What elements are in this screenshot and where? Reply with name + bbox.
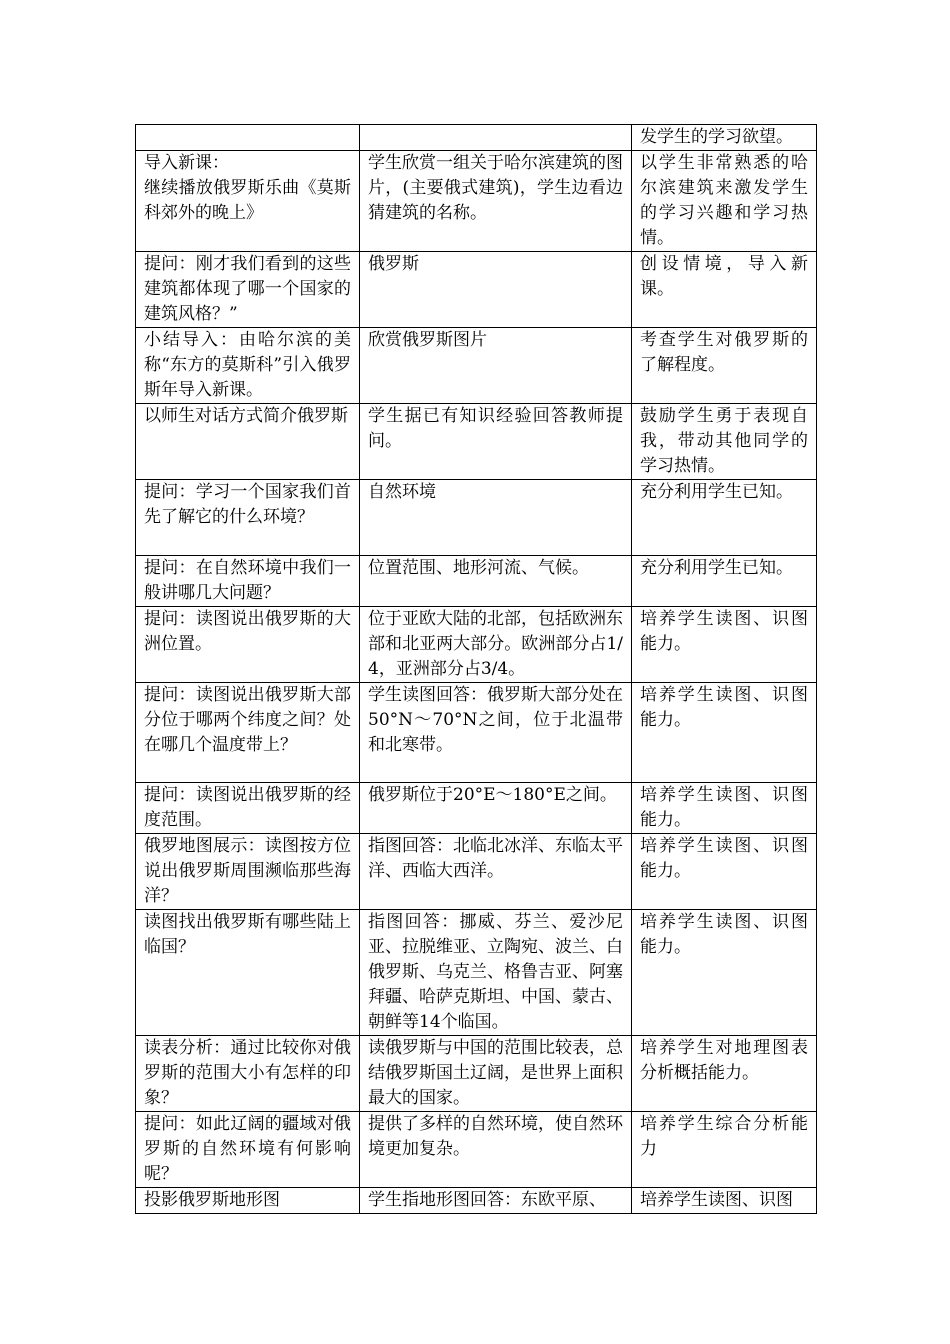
table-row [136, 404, 817, 480]
student-activity-cell: 学生据已有知识经验回答教师提问。 [360, 404, 632, 480]
student-activity-cell: 俄罗斯位于20°E～180°E之间。 [360, 783, 632, 834]
teacher-activity-cell: 读表分析：通过比较你对俄罗斯的范围大小有怎样的印象？ [136, 1036, 360, 1112]
design-intent-cell: 培养学生读图、识图能力。 [632, 910, 817, 1036]
student-activity-cell: 提供了多样的自然环境，使自然环境更加复杂。 [360, 1112, 632, 1188]
table-row [136, 1036, 817, 1112]
student-activity-cell: 学生指地形图回答：东欧平原、 [360, 1188, 632, 1214]
lesson-plan-table [135, 124, 817, 1214]
teacher-activity-cell: 提问：读图说出俄罗斯大部分位于哪两个纬度之间？处在哪几个温度带上？ [136, 683, 360, 783]
table-row [136, 910, 817, 1036]
design-intent-cell: 发学生的学习欲望。 [632, 125, 817, 151]
design-intent-cell: 以学生非常熟悉的哈尔滨建筑来激发学生的学习兴趣和学习热情。 [632, 151, 817, 252]
table-row [136, 252, 817, 328]
teacher-activity-cell: 提问：读图说出俄罗斯的经度范围。 [136, 783, 360, 834]
student-activity-cell: 俄罗斯 [360, 252, 632, 328]
table-row [136, 1112, 817, 1188]
student-activity-cell: 指图回答：北临北冰洋、东临太平洋、西临大西洋。 [360, 834, 632, 910]
student-activity-cell: 欣赏俄罗斯图片 [360, 328, 632, 404]
teacher-activity-cell [136, 151, 360, 252]
student-activity-cell: 位于亚欧大陆的北部，包括欧洲东部和北亚两大部分。欧洲部分占1/4，亚洲部分占3/4。 [360, 607, 632, 683]
student-activity-cell [360, 125, 632, 151]
teacher-activity-cell [136, 125, 360, 151]
teacher-activity-cell: 提问：如此辽阔的疆域对俄罗斯的自然环境有何影响呢？ [136, 1112, 360, 1188]
student-activity-cell: 位置范围、地形河流、气候。 [360, 556, 632, 607]
teacher-activity-cell: 提问：刚才我们看到的这些建筑都体现了哪一个国家的建筑风格？” [136, 252, 360, 328]
teacher-activity-cell: 提问：在自然环境中我们一般讲哪几大问题？ [136, 556, 360, 607]
design-intent-cell: 培养学生读图、识图能力。 [632, 607, 817, 683]
teacher-activity-cell: 投影俄罗斯地形图 [136, 1188, 360, 1214]
table-row [136, 607, 817, 683]
design-intent-cell: 创设情境，导入新课。 [632, 252, 817, 328]
design-intent-cell: 培养学生读图、识图能力。 [632, 683, 817, 783]
student-activity-cell: 读俄罗斯与中国的范围比较表，总结俄罗斯国土辽阔，是世界上面积最大的国家。 [360, 1036, 632, 1112]
design-intent-cell: 培养学生读图、识图能力。 [632, 834, 817, 910]
teacher-activity-cell: 提问：学习一个国家我们首先了解它的什么环境？ [136, 480, 360, 556]
table-row [136, 1188, 817, 1214]
design-intent-cell: 培养学生综合分析能力 [632, 1112, 817, 1188]
design-intent-cell: 培养学生读图、识图能力。 [632, 783, 817, 834]
design-intent-cell: 培养学生对地理图表分析概括能力。 [632, 1036, 817, 1112]
design-intent-cell: 鼓励学生勇于表现自我，带动其他同学的学习热情。 [632, 404, 817, 480]
cell-line: 导入新课： 继续播放俄罗斯乐曲《莫斯科郊外的晚上》 [144, 153, 351, 223]
table-row [136, 834, 817, 910]
student-activity-cell: 学生读图回答：俄罗斯大部分处在50°N～70°N之间，位于北温带和北寒带。 [360, 683, 632, 783]
table-row [136, 556, 817, 607]
table-row [136, 328, 817, 404]
student-activity-cell: 自然环境 [360, 480, 632, 556]
teacher-activity-cell: 小结导入：由哈尔滨的美称“东方的莫斯科”引入俄罗斯年导入新课。 [136, 328, 360, 404]
table-row [136, 151, 817, 252]
student-activity-cell: 指图回答：挪威、芬兰、爱沙尼亚、拉脱维亚、立陶宛、波兰、白俄罗斯、乌克兰、格鲁吉亚、阿塞拜疆、哈萨克斯坦、中国、蒙古、朝鲜等14个临国。 [360, 910, 632, 1036]
teacher-activity-cell: 俄罗地图展示：读图按方位说出俄罗斯周围濒临那些海洋？ [136, 834, 360, 910]
table-row [136, 125, 817, 151]
teacher-activity-cell: 提问：读图说出俄罗斯的大洲位置。 [136, 607, 360, 683]
design-intent-cell: 培养学生读图、识图 [632, 1188, 817, 1214]
table-row [136, 480, 817, 556]
design-intent-cell: 考查学生对俄罗斯的了解程度。 [632, 328, 817, 404]
design-intent-cell: 充分利用学生已知。 [632, 556, 817, 607]
teacher-activity-cell: 读图找出俄罗斯有哪些陆上临国？ [136, 910, 360, 1036]
teacher-activity-cell: 以师生对话方式简介俄罗斯 [136, 404, 360, 480]
student-activity-cell: 学生欣赏一组关于哈尔滨建筑的图片，(主要俄式建筑)，学生边看边猜建筑的名称。 [360, 151, 632, 252]
design-intent-cell: 充分利用学生已知。 [632, 480, 817, 556]
table-row [136, 683, 817, 783]
table-row [136, 783, 817, 834]
